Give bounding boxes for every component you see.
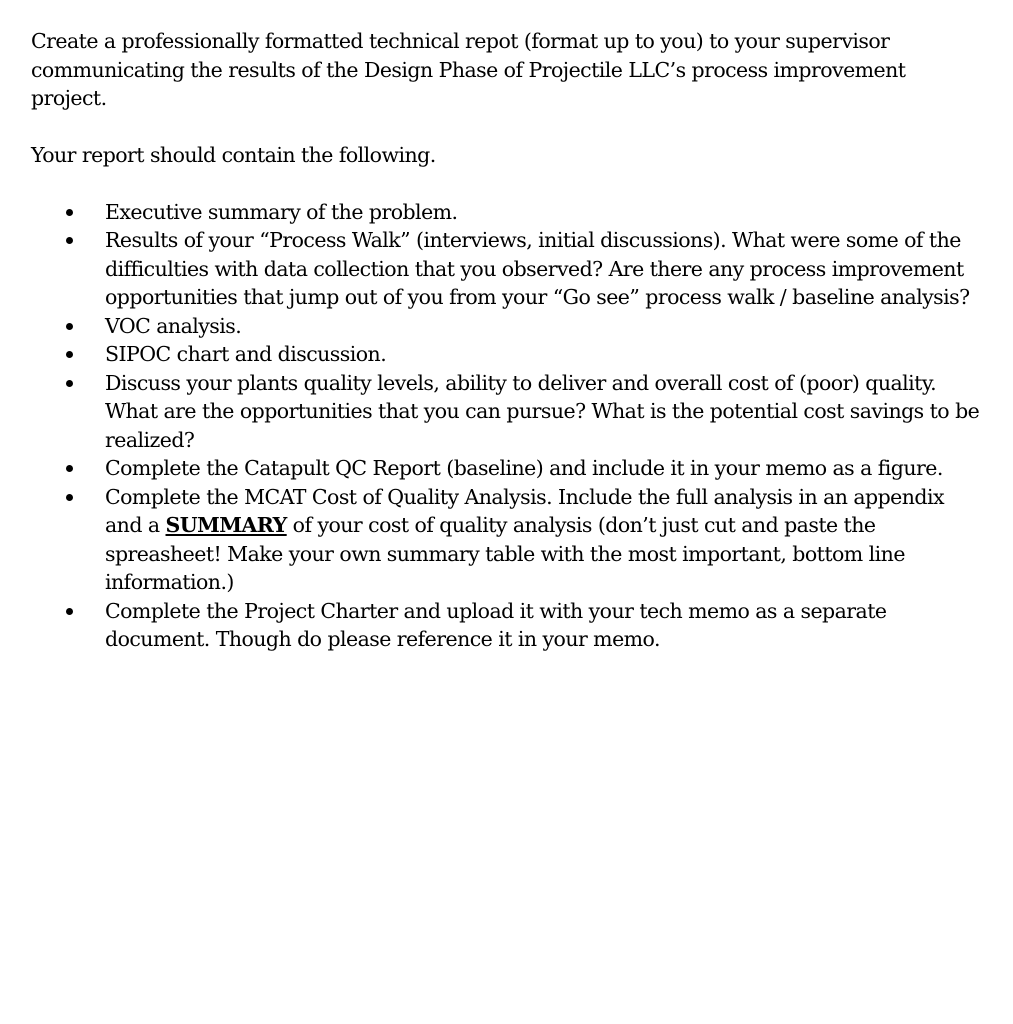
summary-emphasis: SUMMARY [165, 513, 287, 537]
list-item-text-before: Complete the MCAT Cost of Quality Analysis. Include the full analysis in an appendix and a [105, 484, 945, 537]
list-item-text: Results of your “Process Walk” (interviews, initial discussions). What were some of the difficulties with data collection that you observed? Are there any process improvement opportunities that jump out of you from your “Go see” process walk / baseline analysis? [105, 228, 970, 309]
list-item [31, 369, 981, 455]
bullet-icon [66, 494, 73, 501]
list-item [31, 483, 981, 597]
list-item-text: SIPOC chart and discussion. [105, 342, 387, 366]
list-item [31, 312, 981, 341]
list-item-text: Executive summary of the problem. [105, 199, 458, 224]
bullet-icon [66, 237, 73, 244]
bullet-icon [66, 323, 73, 330]
list-item-text: Complete the Catapult QC Report (baseline) and include it in your memo as a figure. [105, 456, 943, 480]
requirements-list [31, 198, 981, 654]
list-item-text: Complete the Project Charter and upload it with your tech memo as a separate document. Though do please reference it in your memo. [105, 598, 887, 651]
list-item-text: Discuss your plants quality levels, ability to deliver and overall cost of (poor) quality. What are the opportunities that you can pursue? What is the potential cost savings to be realized? [105, 370, 980, 452]
list-item-text-after: of your cost of quality analysis (don’t just cut and paste the spreasheet! Make your own summary table with the most important, bottom line information.) [105, 513, 905, 594]
bullet-icon [66, 209, 73, 216]
list-item [31, 597, 981, 654]
list-item [31, 454, 981, 483]
list-item-text: VOC analysis. [105, 313, 242, 338]
bullet-icon [66, 608, 73, 615]
list-item [31, 340, 981, 369]
list-item [31, 226, 981, 312]
lead-paragraph: Your report should contain the following. [31, 143, 436, 167]
bullet-icon [66, 465, 73, 472]
bullet-icon [66, 351, 73, 358]
list-item [31, 198, 981, 227]
bullet-icon [66, 380, 73, 387]
assignment-document [31, 27, 981, 654]
intro-paragraph: Create a professionally formatted technical repot (format up to you) to your supervisor communicating the results of the Design Phase of Projectile LLC’s process improvement project. [31, 29, 906, 110]
